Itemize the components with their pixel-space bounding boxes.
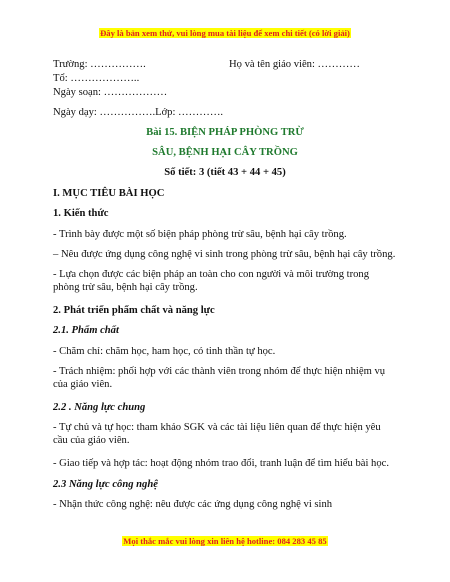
knowledge-item-1: - Trình bày được một số biện pháp phòng trừ sâu, bệnh hại cây trồng.: [53, 229, 347, 240]
quality-item-1: - Chăm chỉ: chăm học, ham học, có tinh thần tự học.: [53, 346, 276, 357]
teacher-name-field: Họ và tên giáo viên: …………: [229, 59, 360, 70]
group-field: Tổ: ………………..: [53, 73, 140, 84]
subheading-general-competence: 2.2 . Năng lực chung: [53, 402, 146, 413]
preview-notice-banner: [0, 28, 450, 38]
school-field: Trường: …………….: [53, 59, 146, 70]
section-heading-objectives: I. MỤC TIÊU BÀI HỌC: [53, 188, 165, 199]
hotline-banner: [0, 536, 450, 546]
subheading-qualities: 2.1. Phẩm chất: [53, 325, 119, 336]
compose-date-field: Ngày soạn: ………………: [53, 87, 168, 98]
competence-item-1: - Tự chủ và tự học: tham khảo SGK và các tài liệu liên quan để thực hiện yêu cầu của giáo viên.: [53, 422, 381, 446]
lesson-title: Bài 15. BIỆN PHÁP PHÒNG TRỪ: [146, 127, 304, 138]
lesson-subtitle: SÂU, BỆNH HẠI CÂY TRỒNG: [152, 147, 298, 158]
subheading-technology-competence: 2.3 Năng lực công nghệ: [53, 479, 158, 490]
knowledge-item-2: – Nêu được ứng dụng công nghệ vi sinh trong phòng trừ sâu, bệnh hại cây trồng.: [53, 249, 396, 260]
knowledge-item-3: - Lựa chọn được các biện pháp an toàn cho con người và môi trường trong phòng trừ sâu, bệnh hại cây trồng.: [53, 269, 370, 293]
subheading-development: 2. Phát triển phẩm chất và năng lực: [53, 305, 215, 316]
subheading-knowledge: 1. Kiến thức: [53, 208, 109, 219]
quality-item-2: - Trách nhiệm: phối hợp với các thành viên trong nhóm để thực hiện nhiệm vụ của giáo viên.: [53, 366, 386, 390]
competence-item-2: - Giao tiếp và hợp tác: hoạt động nhóm trao đổi, tranh luận để tìm hiểu bài học.: [53, 458, 389, 469]
preview-notice-text: Đây là bản xem thử, vui lòng mua tài liệu để xem chi tiết (có lời giải): [100, 28, 350, 38]
period-count: Số tiết: 3 (tiết 43 + 44 + 45): [164, 167, 286, 178]
teach-date-class-field: Ngày dạy: …………….Lớp: ………….: [53, 107, 224, 118]
hotline-text: Mọi thắc mắc vui lòng xin liên hệ hotline: 084 283 45 85: [123, 536, 327, 546]
technology-item-1: - Nhận thức công nghệ: nêu được các ứng dụng công nghệ vi sinh: [53, 499, 333, 510]
